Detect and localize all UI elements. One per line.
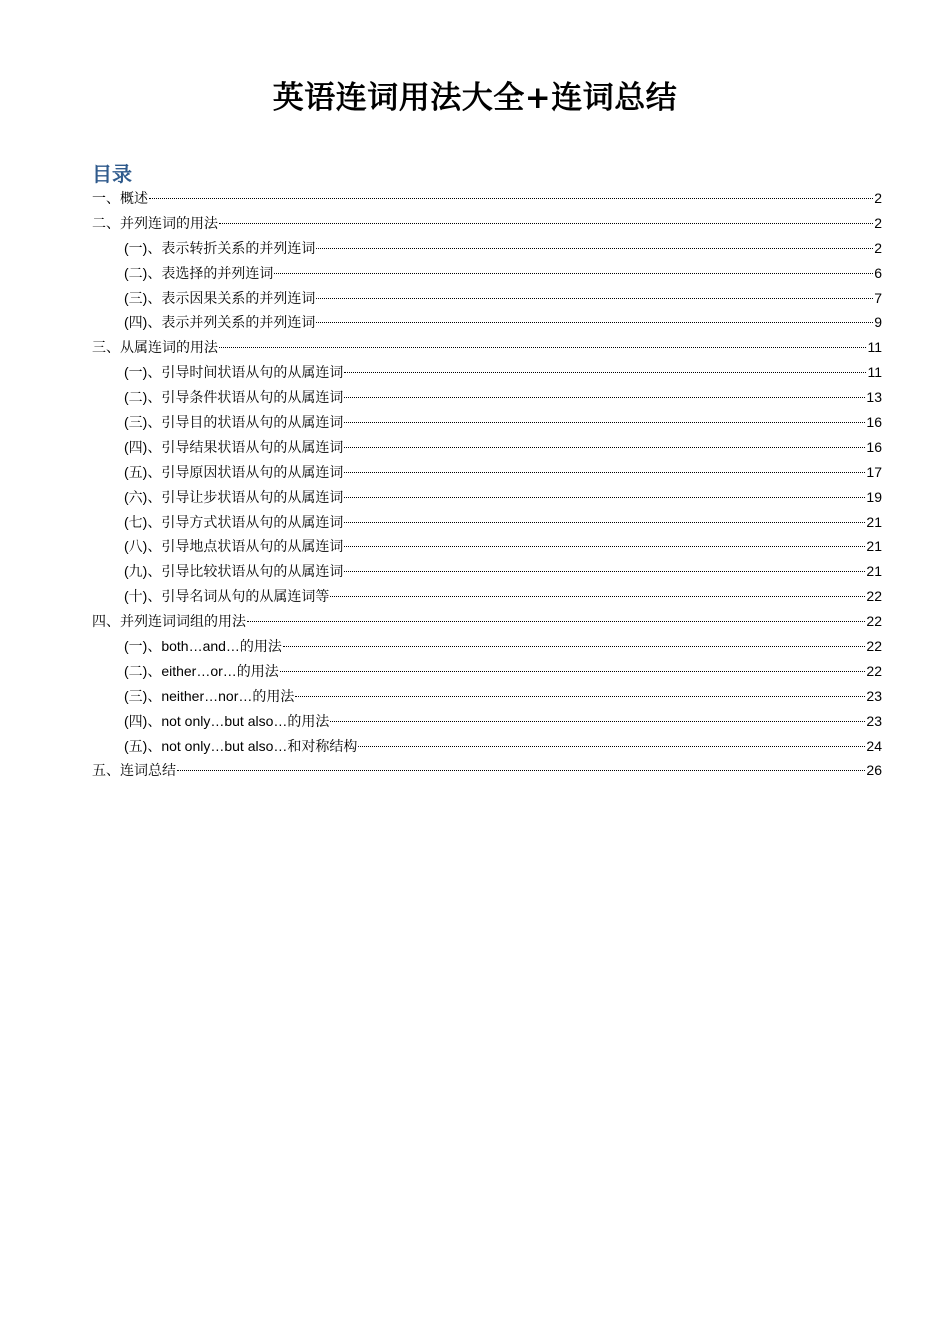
toc-entry[interactable] (92, 435, 882, 460)
table-of-contents (92, 186, 882, 783)
toc-dot-leader (344, 546, 865, 547)
toc-page-number: 2 (874, 190, 882, 206)
toc-entry[interactable] (92, 510, 882, 535)
toc-entry-label: (二)、either…or…的用法 (124, 662, 279, 679)
toc-dot-leader (316, 298, 873, 299)
toc-entry-label: (三)、neither…nor…的用法 (124, 687, 295, 704)
toc-page-number: 11 (867, 339, 882, 356)
toc-entry[interactable] (92, 335, 882, 360)
toc-dot-leader (344, 522, 865, 523)
toc-page-number: 19 (866, 488, 882, 505)
toc-page-number: 22 (866, 638, 882, 655)
toc-page-number: 24 (866, 737, 882, 754)
toc-entry-label: 三、从属连词的用法 (92, 339, 218, 356)
toc-dot-leader (247, 621, 865, 622)
toc-entry[interactable] (92, 186, 882, 211)
toc-page-number: 22 (866, 613, 882, 630)
toc-entry[interactable] (92, 261, 882, 286)
toc-page-number: 22 (866, 662, 882, 679)
toc-page-number: 9 (874, 314, 882, 331)
toc-entry-label: (十)、引导名词从句的从属连词等 (124, 588, 330, 605)
toc-page-number: 23 (866, 687, 882, 704)
toc-entry-label: (三)、引导目的状语从句的从属连词 (124, 414, 344, 431)
toc-entry[interactable] (92, 659, 882, 684)
toc-dot-leader (280, 671, 866, 672)
toc-dot-leader (358, 746, 865, 747)
toc-dot-leader (344, 497, 865, 498)
toc-entry-label: (四)、not only…but also…的用法 (124, 712, 330, 729)
toc-entry[interactable] (92, 758, 882, 783)
toc-page-number: 2 (874, 239, 882, 256)
toc-dot-leader (344, 472, 865, 473)
toc-entry[interactable] (92, 211, 882, 236)
toc-heading: 目录 (92, 162, 132, 186)
toc-page-number: 21 (866, 563, 882, 580)
toc-entry[interactable] (92, 559, 882, 584)
toc-dot-leader (274, 273, 873, 274)
toc-entry-label: 一、概述 (92, 190, 148, 206)
toc-dot-leader (344, 571, 865, 572)
toc-dot-leader (295, 696, 865, 697)
toc-page-number: 7 (874, 289, 882, 306)
toc-entry[interactable] (92, 286, 882, 311)
toc-dot-leader (344, 422, 865, 423)
toc-entry-label: 四、并列连词词组的用法 (92, 613, 246, 630)
toc-entry[interactable] (92, 410, 882, 435)
toc-dot-leader (344, 447, 865, 448)
toc-entry[interactable] (92, 460, 882, 485)
toc-entry[interactable] (92, 584, 882, 609)
toc-entry[interactable] (92, 534, 882, 559)
toc-dot-leader (283, 646, 865, 647)
toc-dot-leader (330, 596, 865, 597)
toc-entry-label: (二)、引导条件状语从句的从属连词 (124, 389, 344, 406)
toc-entry-label: (六)、引导让步状语从句的从属连词 (124, 488, 344, 505)
toc-page-number: 6 (874, 264, 882, 281)
toc-entry-label: (五)、not only…but also…和对称结构 (124, 737, 358, 754)
toc-entry-label: (七)、引导方式状语从句的从属连词 (124, 513, 344, 530)
document-title: 英语连词用法大全+连词总结 (272, 80, 678, 116)
toc-entry[interactable] (92, 310, 882, 335)
toc-entry-label: (三)、表示因果关系的并列连词 (124, 289, 316, 306)
toc-page-number: 16 (866, 414, 882, 431)
toc-entry-label: (五)、引导原因状语从句的从属连词 (124, 463, 344, 480)
toc-page-number: 2 (874, 214, 882, 231)
toc-entry-label: (一)、both…and…的用法 (124, 638, 282, 655)
toc-dot-leader (344, 372, 866, 373)
toc-entry-label: 五、连词总结 (92, 762, 176, 779)
toc-page-number: 22 (866, 588, 882, 605)
toc-dot-leader (316, 248, 873, 249)
toc-entry-label: (四)、引导结果状语从句的从属连词 (124, 438, 344, 455)
toc-entry[interactable] (92, 236, 882, 261)
toc-entry[interactable] (92, 609, 882, 634)
toc-entry-label: (一)、引导时间状语从句的从属连词 (124, 364, 344, 381)
toc-dot-leader (177, 770, 865, 771)
toc-dot-leader (149, 198, 873, 199)
toc-entry[interactable] (92, 634, 882, 659)
toc-entry[interactable] (92, 684, 882, 709)
toc-entry[interactable] (92, 385, 882, 410)
toc-entry[interactable] (92, 360, 882, 385)
toc-page-number: 21 (866, 513, 882, 530)
toc-dot-leader (330, 721, 865, 722)
toc-entry[interactable] (92, 485, 882, 510)
toc-page-number: 23 (866, 712, 882, 729)
toc-entry-label: (二)、表选择的并列连词 (124, 264, 274, 281)
toc-dot-leader (344, 397, 865, 398)
toc-entry-label: (九)、引导比较状语从句的从属连词 (124, 563, 344, 580)
toc-entry-label: (八)、引导地点状语从句的从属连词 (124, 538, 344, 555)
toc-dot-leader (316, 322, 873, 323)
toc-entry-label: 二、并列连词的用法 (92, 214, 218, 231)
toc-entry[interactable] (92, 709, 882, 734)
toc-dot-leader (219, 223, 873, 224)
toc-entry-label: (四)、表示并列关系的并列连词 (124, 314, 316, 331)
toc-page-number: 17 (866, 463, 882, 480)
toc-page-number: 11 (867, 364, 882, 381)
toc-page-number: 13 (866, 389, 882, 406)
toc-page-number: 26 (866, 762, 882, 779)
toc-page-number: 16 (866, 438, 882, 455)
toc-entry-label: (一)、表示转折关系的并列连词 (124, 239, 316, 256)
toc-page-number: 21 (866, 538, 882, 555)
toc-dot-leader (219, 347, 866, 348)
toc-entry[interactable] (92, 734, 882, 759)
